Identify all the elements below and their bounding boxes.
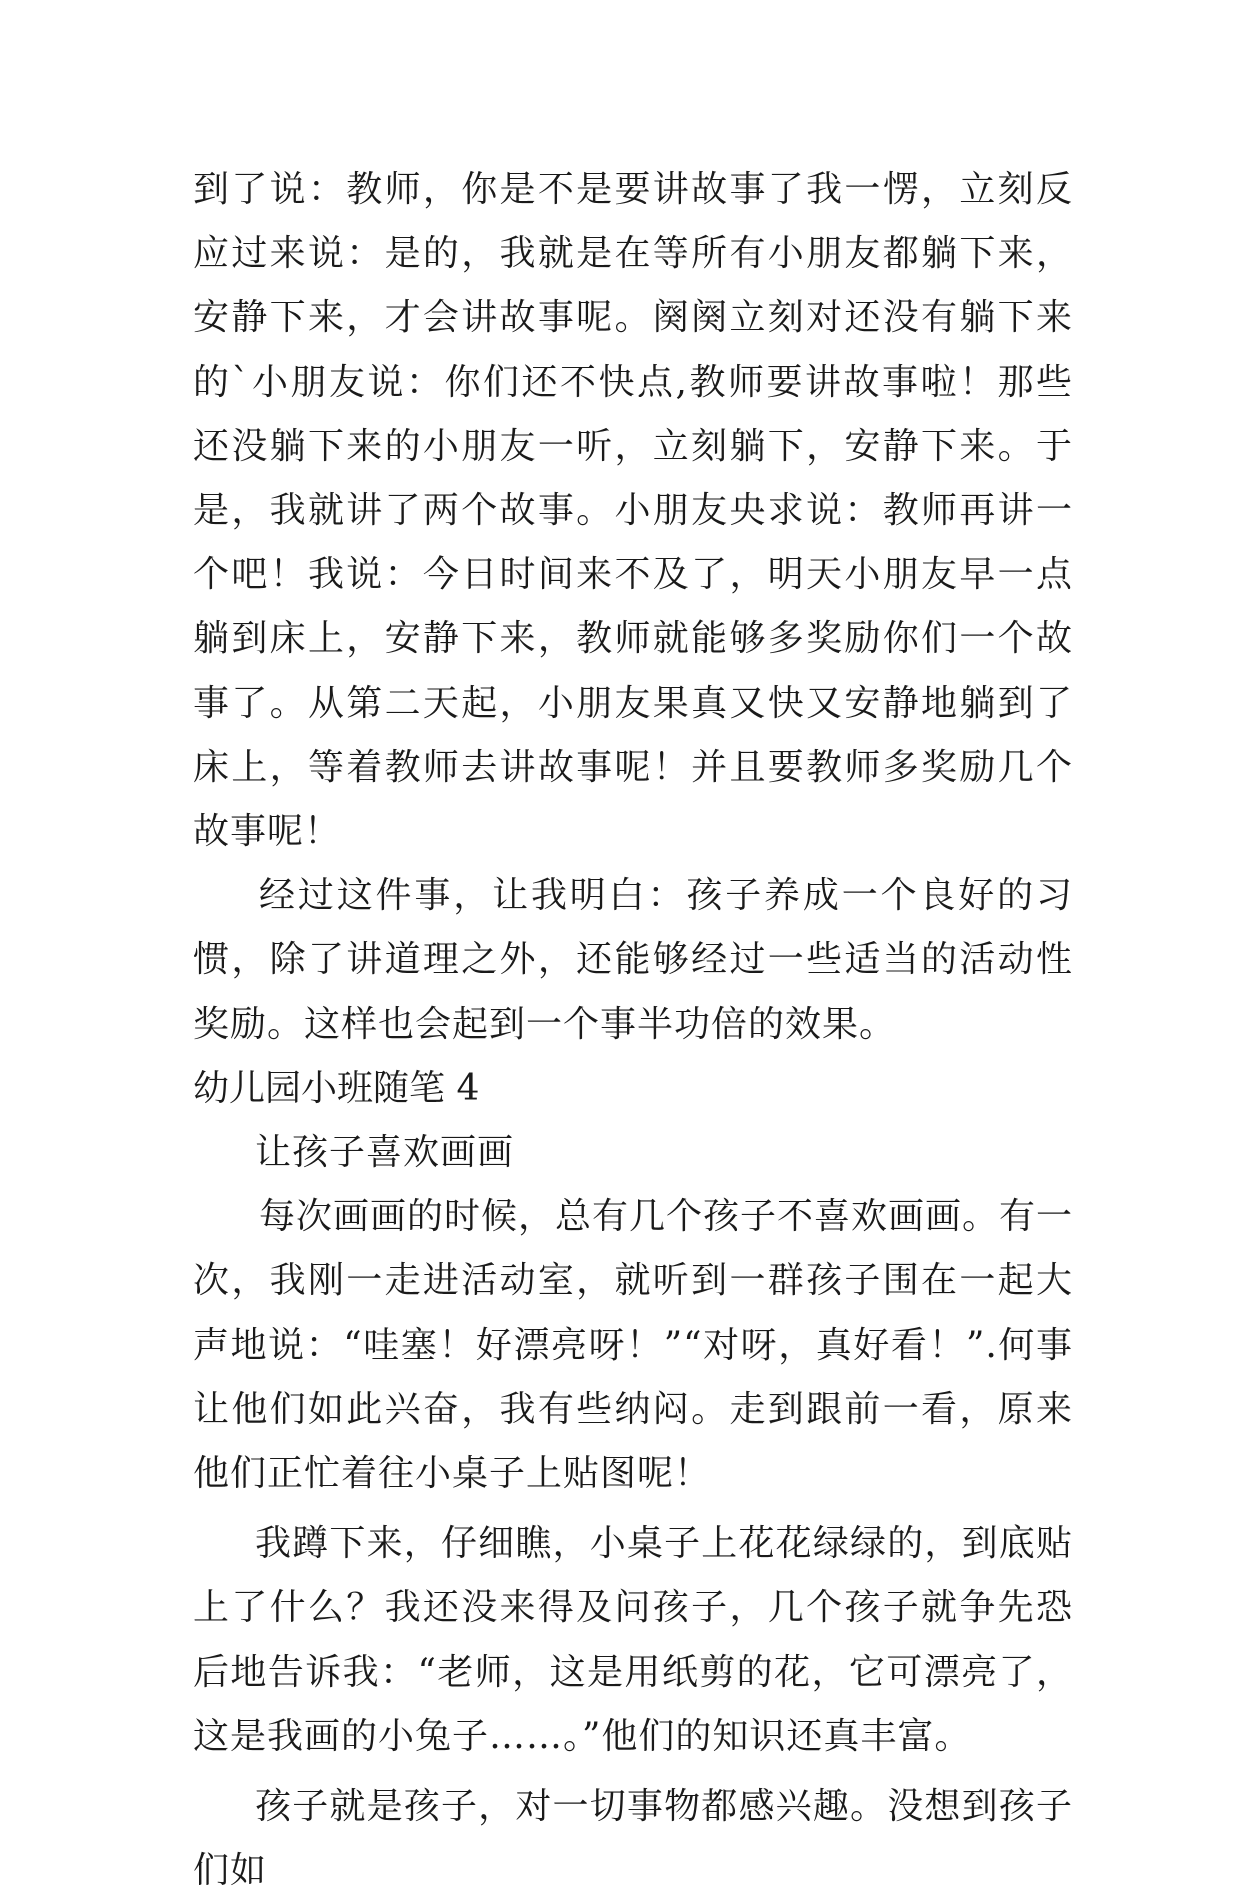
paragraph-story-continuation: 到了说：教师，你是不是要讲故事了我一愣，立刻反应过来说：是的，我就是在等所有小朋友都躺下来，安静下来，才会讲故事呢。阕阕立刻对还没有躺下来的`小朋友说：你们还不快点,教师要讲故事啦！那些还没躺下来的小朋友一听，立刻躺下，安静下来。于是，我就讲了两个故事。小朋友央求说：教师再讲一个吧！我说：今日时间来不及了，明天小朋友早一点躺到床上，安静下来，教师就能够多奖励你们一个故事了。从第二天起，小朋友果真又快又安静地躺到了床上，等着教师去讲故事呢！并且要教师多奖励几个故事呢！	[193, 169, 1073, 853]
paragraph-curiosity: 孩子就是孩子，对一切事物都感兴趣。没想到孩子们如	[193, 1786, 1073, 1892]
document-body	[193, 158, 1073, 1903]
section-subtitle: 让孩子喜欢画画	[255, 1132, 515, 1174]
section-heading: 幼儿园小班随笔 4	[193, 1067, 480, 1109]
paragraph-table-decoration: 我蹲下来，仔细瞧，小桌子上花花绿绿的，到底贴上了什么？我还没来得及问孩子，几个孩子就争先恐后地告诉我：“老师，这是用纸剪的花，它可漂亮了，这是我画的小兔子……。”他们的知识还真丰富。	[193, 1523, 1073, 1757]
paragraph-drawing-intro: 每次画画的时候，总有几个孩子不喜欢画画。有一次，我刚一走进活动室，就听到一群孩子围在一起大声地说：“哇塞！好漂亮呀！”“对呀，真好看！”.何事让他们如此兴奋，我有些纳闷。走到跟前一看，原来他们正忙着往小桌子上贴图呢！	[193, 1196, 1074, 1495]
paragraph-reflection: 经过这件事，让我明白：孩子养成一个良好的习惯，除了讲道理之外，还能够经过一些适当的活动性奖励。这样也会起到一个事半功倍的效果。	[193, 875, 1073, 1045]
